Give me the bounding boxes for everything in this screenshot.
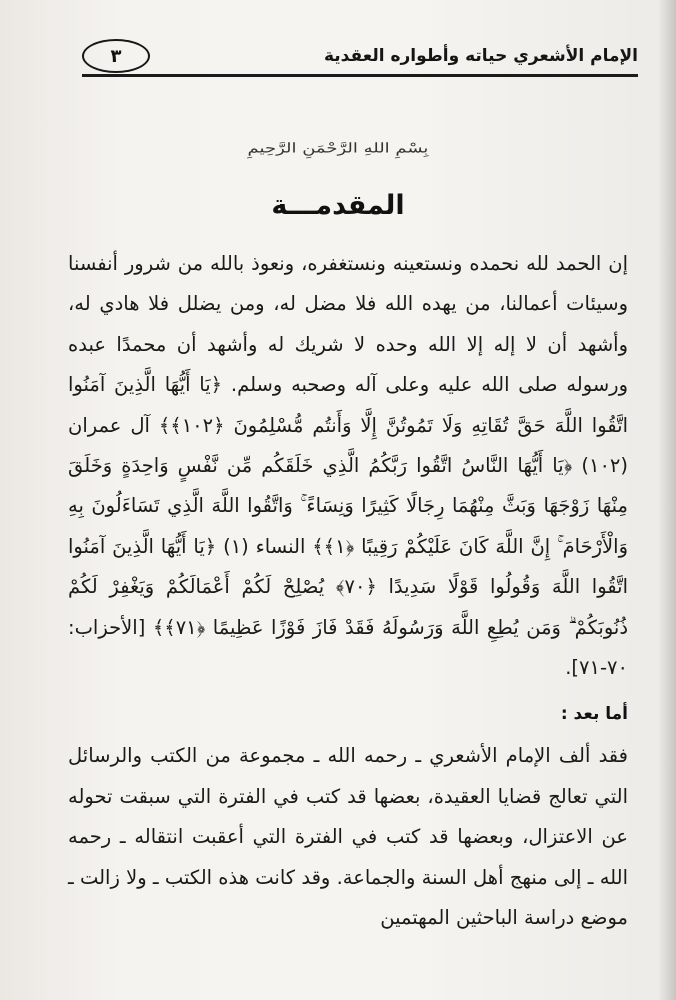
sub-heading: أما بعد :	[560, 704, 628, 724]
intro-paragraph: إن الحمد لله نحمده ونستعينه ونستغفره، ونعوذ بالله من شرور أنفسنا وسيئات أعمالنا، من يهده الله فلا مضل له، ومن يضلل فلا هادي له، وأشهد أن لا إله إلا الله وحده لا شريك له وأشهد أن محمدًا عبده ورسوله صلى الله عليه وعلى آله وصحبه وسلم. ﴿يَا أَيُّهَا الَّذِينَ آمَنُوا اتَّقُوا اللَّهَ حَقَّ تُقَاتِهِ وَلَا تَمُوتُنَّ إِلَّا وَأَنتُم مُّسْلِمُونَ ﴿١٠٢﴾﴾ آل عمران (١٠٢) ﴿يَا أَيُّهَا النَّاسُ اتَّقُوا رَبَّكُمُ الَّذِي خَلَقَكُم مِّن نَّفْسٍ وَاحِدَةٍ وَخَلَقَ مِنْهَا زَوْجَهَا وَبَثَّ مِنْهُمَا رِجَالًا كَثِيرًا وَنِسَاءً ۚ وَاتَّقُوا اللَّهَ الَّذِي تَسَاءَلُونَ بِهِ وَالْأَرْحَامَ ۚ إِنَّ اللَّهَ كَانَ عَلَيْكُمْ رَقِيبًا ﴿١﴾﴾ النساء (١) ﴿يَا أَيُّهَا الَّذِينَ آمَنُوا اتَّقُوا اللَّهَ وَقُولُوا قَوْلًا سَدِيدًا ﴿٧٠﴾ يُصْلِحْ لَكُمْ أَعْمَالَكُمْ وَيَغْفِرْ لَكُمْ ذُنُوبَكُمْ ۗ وَمَن يُطِعِ اللَّهَ وَرَسُولَهُ فَقَدْ فَازَ فَوْزًا عَظِيمًا ﴿٧١﴾﴾ [الأحزاب: ٧٠-٧١].	[68, 252, 629, 680]
page-header	[82, 38, 638, 77]
page-number: ٣	[82, 39, 150, 73]
second-paragraph: فقد ألف الإمام الأشعري ـ رحمه الله ـ مجموعة من الكتب والرسائل التي تعالج قضايا العقيدة، بعضها قد كتب في الفترة التي سبقت تحوله عن الاعتزال، وبعضها قد كتب في الفترة التي أعقبت انتقاله ـ رحمه الله ـ إلى منهج أهل السنة والجماعة. وقد كانت هذه الكتب ـ ولا زالت ـ موضع دراسة الباحثين المهتمين	[68, 744, 628, 930]
basmala-calligraphy: بِسْمِ اللهِ الرَّحْمَنِ الرَّحِيمِ	[247, 140, 429, 157]
section-heading: المقدمـــة	[271, 190, 405, 221]
running-title: الإمام الأشعري حياته وأطواره العقدية	[323, 46, 638, 66]
intro-paragraph-block	[68, 244, 628, 688]
second-paragraph-block	[68, 736, 628, 939]
